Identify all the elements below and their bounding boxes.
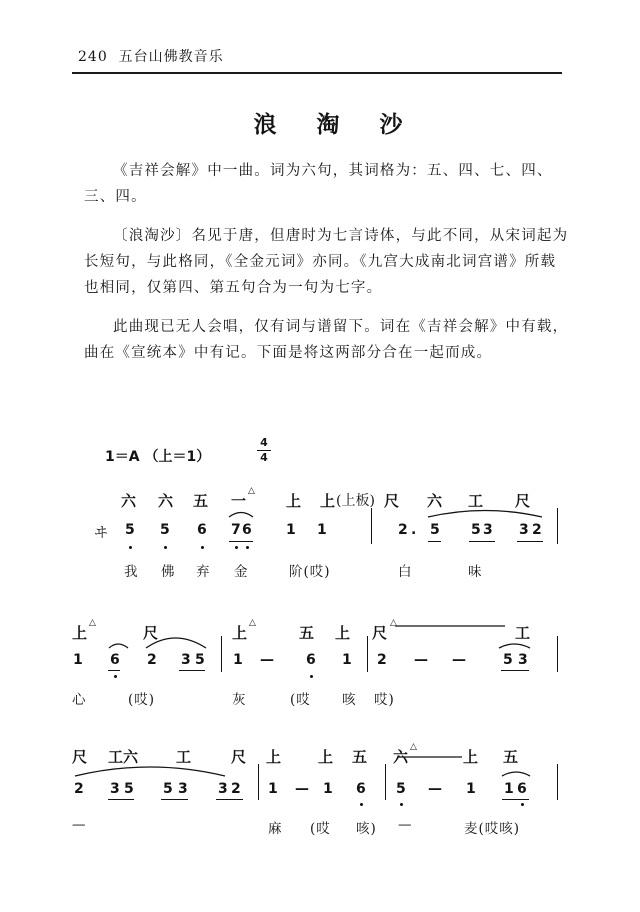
lyric: 金 [234, 564, 249, 580]
jianpu-note: 2 [377, 652, 387, 668]
gongche-note: 尺 [384, 492, 400, 510]
jianpu-note: 5 [503, 652, 513, 668]
accent-mark: △ [390, 618, 397, 628]
jianpu-note: 1 [323, 781, 333, 797]
jianpu-note: 3 [110, 781, 120, 797]
gongche-note: 上 [335, 624, 351, 642]
gongche-note: 上 [266, 748, 282, 766]
jianpu-note: 1 [317, 522, 327, 538]
gongche-note: 尺 [231, 748, 247, 766]
gongche-note: 尺 [143, 624, 159, 642]
gongche-note: 上 [72, 624, 88, 642]
lyric: 白 [398, 564, 413, 580]
jianpu-note: 2 [147, 652, 157, 668]
jianpu-note: 3 [483, 522, 493, 538]
lyric: 阶(哎) [289, 564, 331, 580]
gongche-note: 上 [320, 492, 336, 510]
gongche-note: 上 [232, 624, 248, 642]
augmentation-dot: . [411, 522, 417, 538]
jianpu-note: 5 [195, 652, 205, 668]
slur [229, 513, 253, 518]
jianpu-note: 2 [532, 522, 542, 538]
gongche-note: 尺 [72, 748, 88, 766]
jianpu-note: 3 [181, 652, 191, 668]
jianpu-note: 6 [356, 781, 366, 797]
lyric: 心 [72, 692, 87, 708]
jianpu-note: 1 [466, 781, 476, 797]
gongche-note: 工 [468, 492, 484, 510]
paragraph-2: 〔浪淘沙〕名见于唐，但唐时为七言诗体，与此不同，从宋词起为长短句，与此格同，《全金元词》亦同。《九宫大成南北词宫谱》所载也相同，仅第四、第五句合为一句为七字。 [84, 228, 569, 296]
gongche-note: 尺 [372, 624, 388, 642]
gongche-note: 一 [231, 492, 247, 510]
gongche-note: 上 [318, 748, 334, 766]
gongche-note: 尺 [515, 492, 531, 510]
jianpu-note: 2 [398, 522, 408, 538]
lyric: 麦(哎咳) [464, 821, 521, 837]
slur [499, 644, 530, 648]
page-number: 240 [78, 49, 108, 65]
time-signature-bottom: 4 [260, 451, 268, 464]
jianpu-note: 5 [125, 522, 135, 538]
dash: — [260, 652, 274, 668]
piece-title: 浪 淘 沙 [253, 111, 419, 138]
book-title: 五台山佛教音乐 [118, 49, 224, 65]
paragraph-3: 此曲现已无人会唱，仅有词与谱留下。词在《吉祥会解》中有载，曲在《宣统本》中有记。下面是将这两部分合在一起而成。 [84, 319, 569, 361]
jianpu-note: 5 [160, 522, 170, 538]
slur [428, 511, 542, 518]
jianpu-note: 2 [74, 781, 84, 797]
board-annotation: (上板) [336, 493, 375, 509]
jianpu-note: 1 [268, 781, 278, 797]
dash: — [428, 781, 442, 797]
jianpu-note: 5 [396, 781, 406, 797]
jianpu-note: 5 [163, 781, 173, 797]
lyric: 味 [468, 564, 483, 580]
jianpu-note: 6 [242, 522, 252, 538]
jianpu-note: 5 [124, 781, 134, 797]
lyric: 麻 [268, 821, 283, 837]
jianpu-note: 6 [197, 522, 207, 538]
time-signature-top: 4 [260, 436, 268, 449]
gongche-note: 五 [193, 492, 209, 510]
dash: — [452, 652, 466, 668]
jianpu-note: 6 [517, 781, 527, 797]
accent-mark: △ [410, 742, 417, 752]
lyric: — [398, 817, 413, 833]
lyric: 咳 [342, 692, 357, 708]
jianpu-note: 1 [286, 522, 296, 538]
lyric: — [72, 817, 87, 833]
jianpu-note: 3 [218, 781, 228, 797]
system-prefix: ヰ [94, 525, 108, 541]
jianpu-note: 3 [178, 781, 188, 797]
gongche-note: 六 [393, 748, 409, 766]
lyric: (哎 [290, 692, 311, 708]
accent-mark: △ [89, 618, 96, 628]
lyric: 弃 [196, 564, 211, 580]
gongche-note: 五 [352, 748, 368, 766]
lyric: (哎) [128, 692, 156, 708]
dash: — [295, 781, 309, 797]
slur [109, 644, 128, 648]
lyric: 咳) [356, 821, 377, 837]
jianpu-note: 1 [342, 652, 352, 668]
jianpu-note: 7 [231, 522, 241, 538]
jianpu-note: 5 [471, 522, 481, 538]
jianpu-note: 1 [73, 652, 83, 668]
jianpu-note: 3 [518, 652, 528, 668]
lyric: 灰 [232, 692, 247, 708]
gongche-note: 六 [121, 492, 137, 510]
gongche-note: 上 [463, 748, 479, 766]
lyric: (哎 [310, 821, 331, 837]
key-signature: 1＝A （上＝1） [105, 449, 211, 465]
jianpu-note: 5 [430, 522, 440, 538]
jianpu-note: 1 [233, 652, 243, 668]
lyric: 佛 [161, 564, 176, 580]
accent-mark: △ [249, 618, 256, 628]
jianpu-note: 3 [519, 522, 529, 538]
gongche-note: 工六 [108, 748, 139, 766]
jianpu-note: 2 [231, 781, 241, 797]
jianpu-note: 6 [306, 652, 316, 668]
paragraph-1: 《吉祥会解》中一曲。词为六句，其词格为：五、四、七、四、三、四。 [84, 163, 553, 205]
accent-mark: △ [248, 486, 255, 496]
gongche-note: 上 [286, 492, 302, 510]
dash: — [414, 652, 428, 668]
gongche-note: 六 [427, 492, 443, 510]
slur [502, 772, 530, 776]
jianpu-note: 1 [504, 781, 514, 797]
slur [75, 767, 225, 776]
lyric: 我 [124, 564, 139, 580]
gongche-note: 五 [299, 624, 315, 642]
jianpu-note: 6 [110, 652, 120, 668]
gongche-note: 六 [158, 492, 174, 510]
lyric: 哎) [374, 692, 395, 708]
gongche-note: 五 [503, 748, 519, 766]
gongche-note: 工 [515, 624, 531, 642]
gongche-note: 工 [176, 748, 192, 766]
slur [146, 638, 206, 648]
